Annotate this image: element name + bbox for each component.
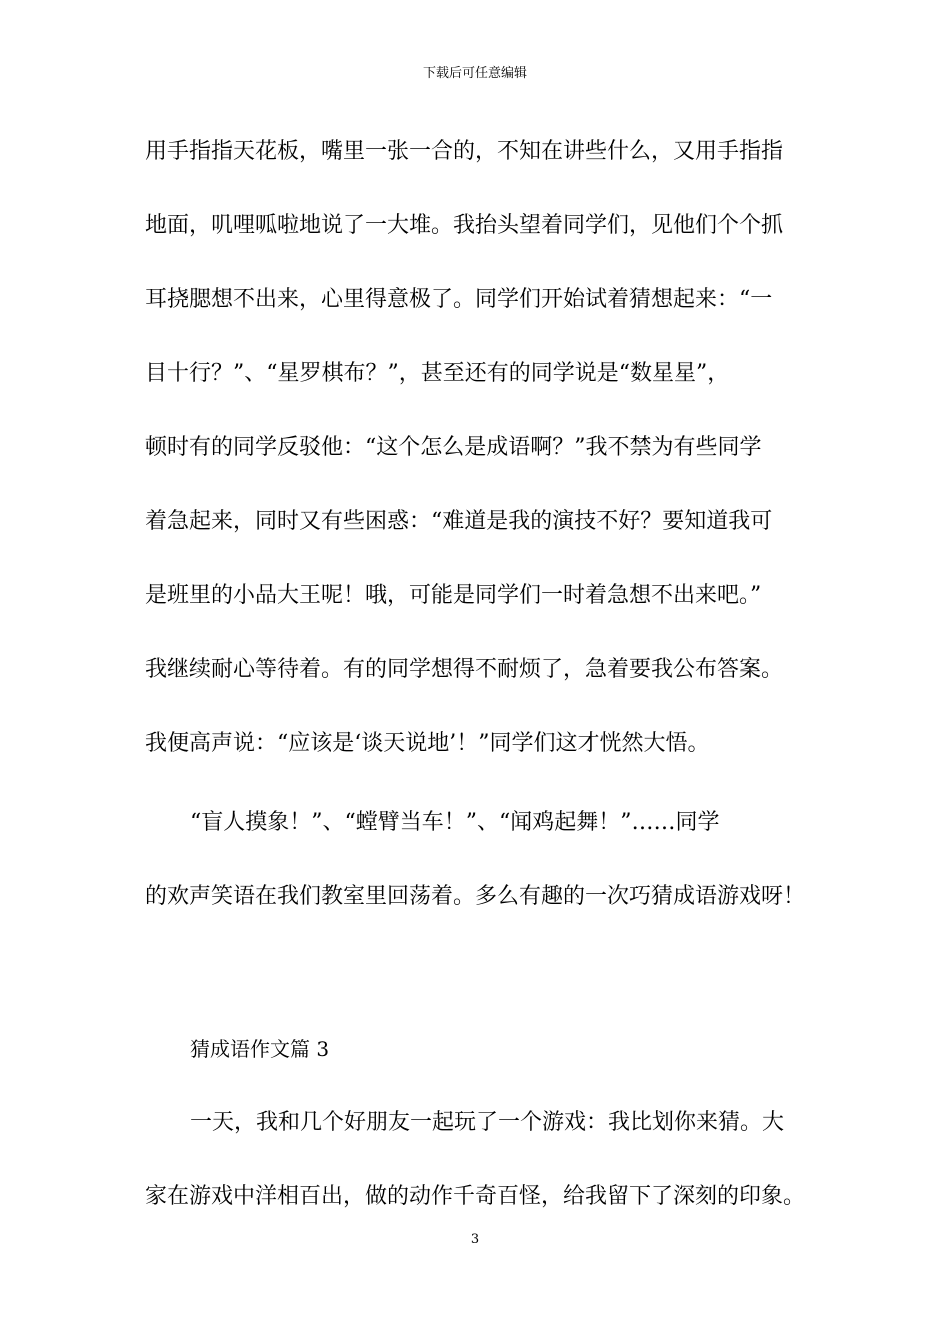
- body-line: 我便高声说：“应该是‘谈天说地’！”同学们这才恍然大悟。: [145, 731, 710, 756]
- page-number: 3: [470, 1232, 480, 1247]
- body-line: 着急起来，同时又有些困惑：“难道是我的演技不好？要知道我可: [145, 509, 773, 534]
- body-line: 家在游戏中洋相百出，做的动作千奇百怪，给我留下了深刻的印象。: [145, 1184, 806, 1209]
- body-line: “盲人摸象！”、“螳臂当车！”、“闻鸡起舞！”……同学: [190, 810, 720, 835]
- body-line: 用手指指天花板，嘴里一张一合的，不知在讲些什么，又用手指指: [145, 139, 784, 164]
- body-line: 是班里的小品大王呢！哦，可能是同学们一时着急想不出来吧。”: [145, 583, 762, 608]
- body-line: 我继续耐心等待着。有的同学想得不耐烦了，急着要我公布答案。: [145, 657, 784, 682]
- body-line: 耳挠腮想不出来，心里得意极了。同学们开始试着猜想起来：“一: [145, 287, 773, 312]
- body-line: 目十行？”、“星罗棋布？”，甚至还有的同学说是“数星星”，: [145, 361, 730, 386]
- section-title: 猜成语作文篇 3: [190, 1037, 330, 1061]
- page-header-note: 下载后可任意编辑: [422, 66, 527, 81]
- body-line: 地面，叽哩呱啦地说了一大堆。我抬头望着同学们，见他们个个抓: [145, 213, 784, 238]
- body-line: 顿时有的同学反驳他：“这个怎么是成语啊？”我不禁为有些同学: [145, 435, 762, 460]
- body-line: 的欢声笑语在我们教室里回荡着。多么有趣的一次巧猜成语游戏呀！: [145, 884, 806, 909]
- body-line: 一天，我和几个好朋友一起玩了一个游戏：我比划你来猜。大: [190, 1110, 785, 1135]
